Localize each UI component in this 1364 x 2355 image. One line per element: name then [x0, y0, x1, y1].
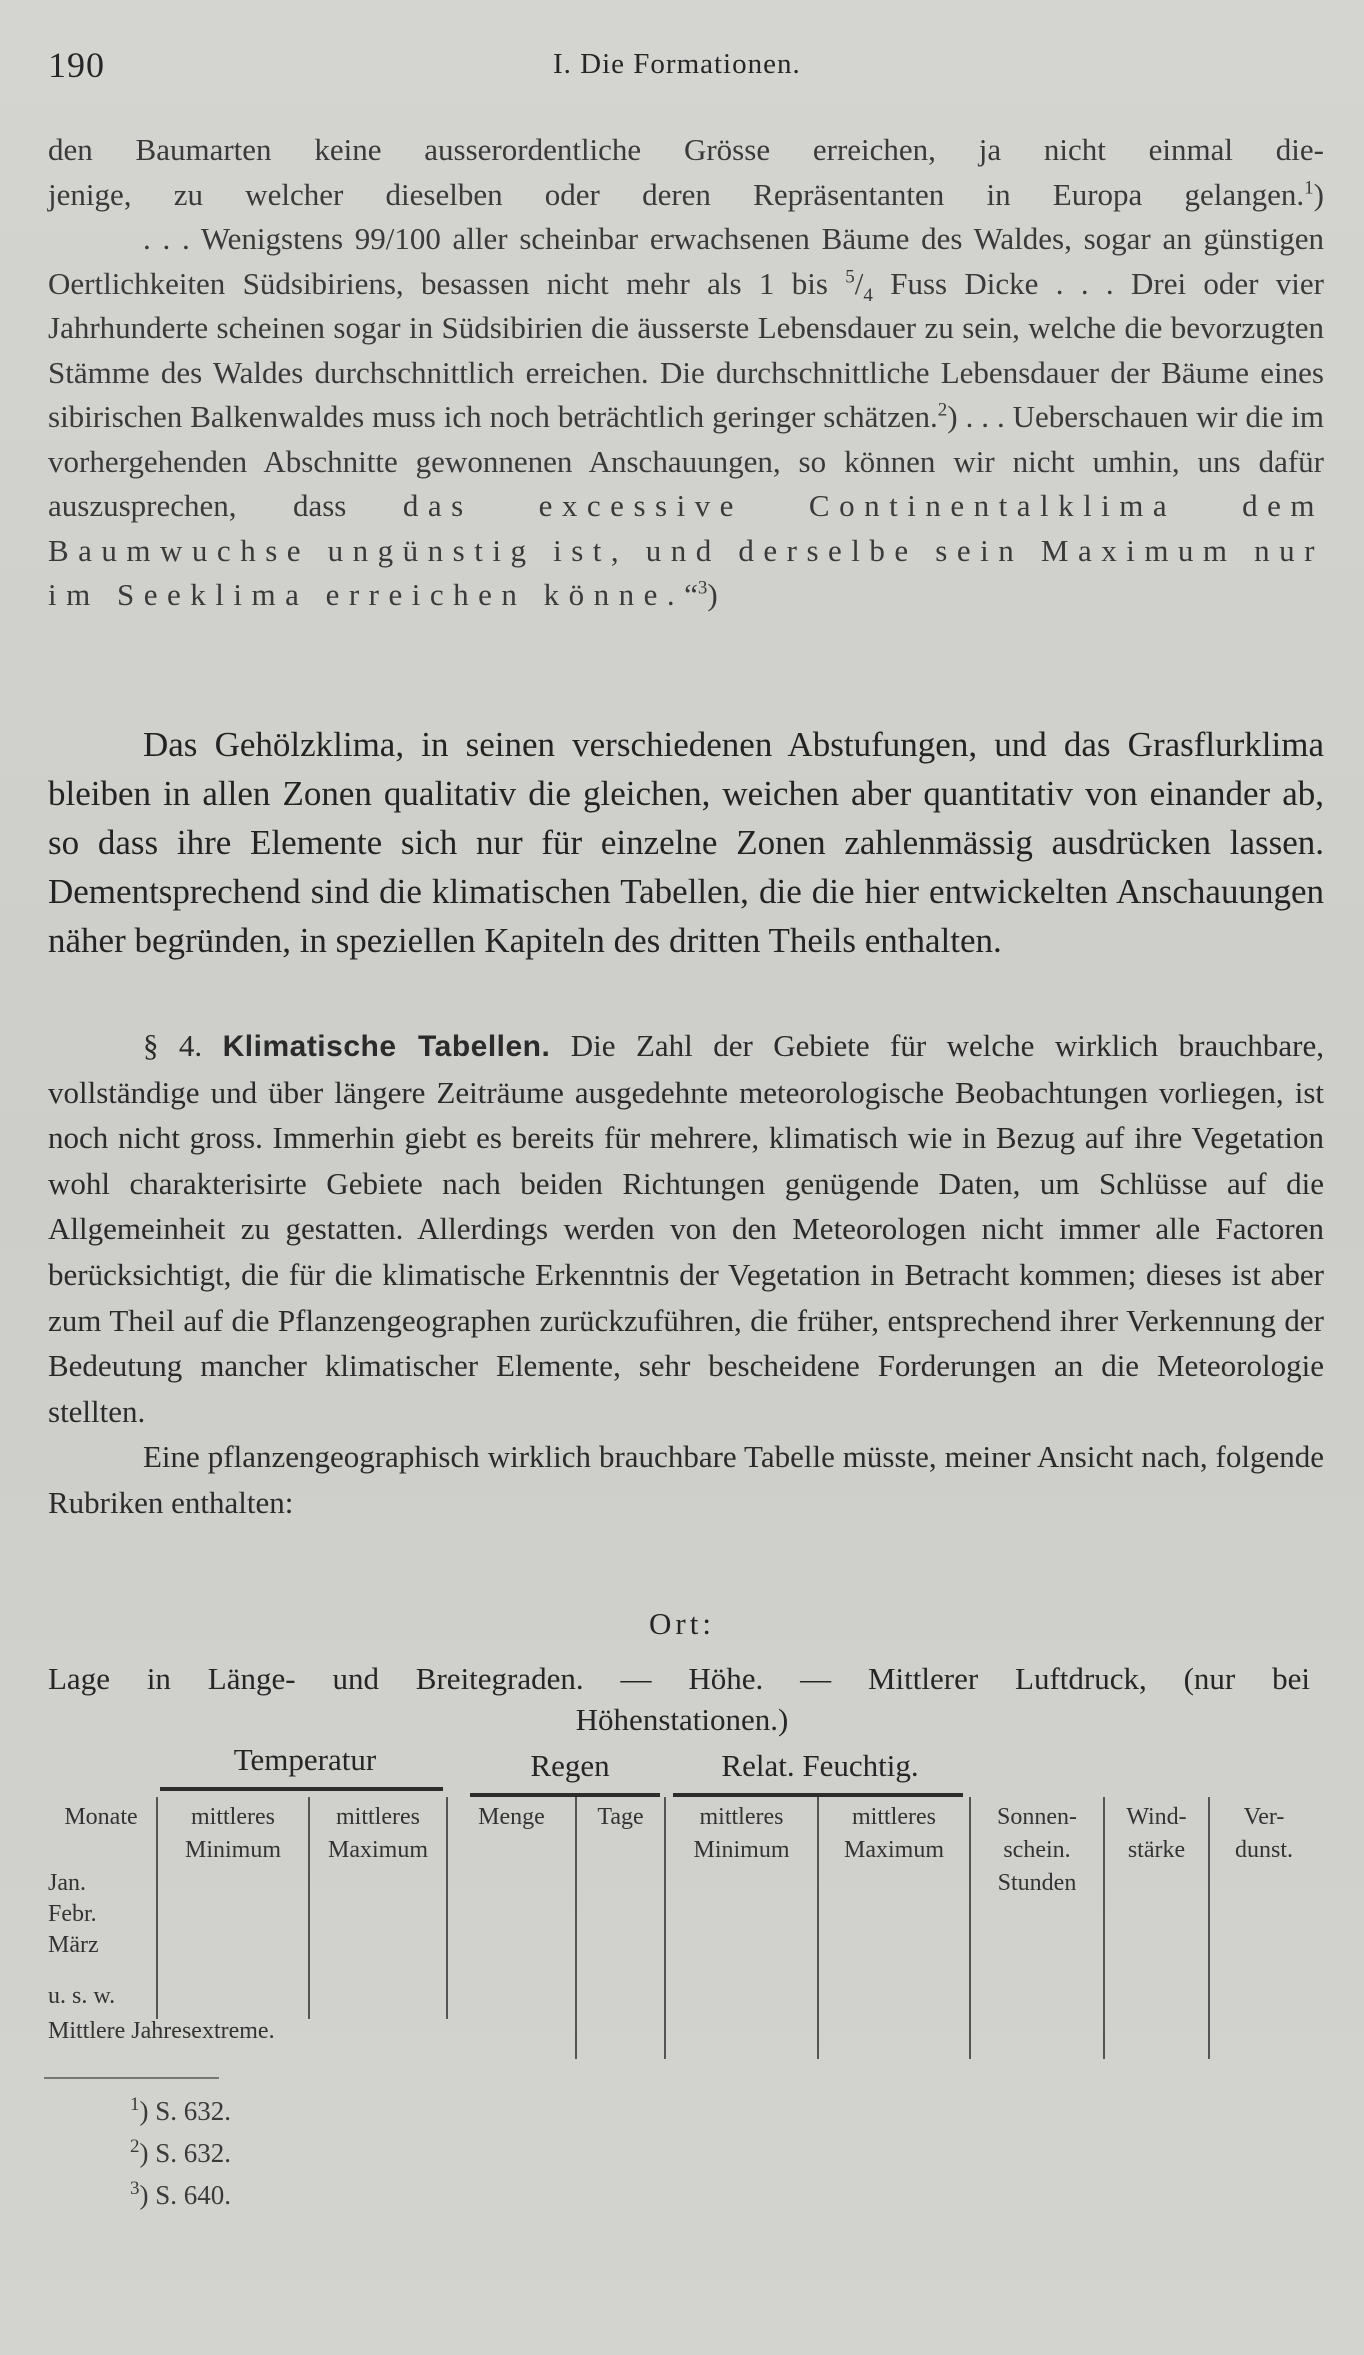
- page-header: [48, 44, 1316, 84]
- footnote-ref-3: 3: [697, 577, 708, 599]
- group-regen: Regen: [530, 1748, 610, 1783]
- footnote-rule: [44, 2077, 219, 2079]
- table-ort-heading: Ort:: [649, 1606, 715, 1641]
- group-temperatur: Temperatur: [233, 1742, 377, 1777]
- spaced-emphasis: das excessive Continentalklima dem Baumwuchse ungünstig ist, und derselbe sein Maximum nur im Seeklima erreichen könne.: [48, 488, 1325, 612]
- col-divider: [575, 1797, 577, 2059]
- section-mark: § 4.: [143, 1028, 203, 1063]
- row-jahresextreme: Mittlere Jahresextreme.: [48, 2018, 275, 2044]
- row-jan: Jan.: [48, 1870, 86, 1896]
- group-feuchtig: Relat. Feuchtig.: [721, 1748, 919, 1783]
- fraction-numerator: 5: [845, 266, 855, 288]
- running-title: I. Die Formationen.: [553, 48, 801, 80]
- main-paragraph: [48, 720, 1324, 965]
- col-menge: Menge: [478, 1804, 545, 1830]
- fraction-denominator: 4: [863, 284, 873, 306]
- col-feu-max: mittleres Maximum: [844, 1804, 944, 1863]
- col-sonnen: Sonnen- schein. Stunden: [997, 1804, 1077, 1896]
- col-monate: Monate: [64, 1804, 138, 1830]
- footnote-ref-2: 2: [937, 399, 948, 421]
- page-number: 190: [48, 45, 105, 85]
- section-text: Die Zahl der Gebiete für welche wirklich brauchbare, vollständige und über längere Zeiträume ausgedehnte meteorologische Beobachtungen vorliegen, ist noch nicht gross. Immerhin giebt es bereits für mehrere, klimatisch wie in Bezug auf ihre Vegetation wohl charakterisirte Gebiete nach beiden Richtungen genügende Daten, um Schlüsse auf die Allgemeinheit zu gestatten. Allerdings werden von den Meteorologen nicht immer alle Factoren berücksichtigt, die für die klimatische Erkenntnis der Vegetation in Betracht kommen; dieses ist aber zum Theil auf die Pflanzengeographen zurückzuführen, die früher, entsprechend ihrer Verkennung der Bedeutung mancher klimatischer Elemente, sehr bescheidene Forderungen an die Meteorologie stellten.: [48, 1028, 1325, 1429]
- row-usw: u. s. w.: [48, 1983, 116, 2009]
- quote-line-1: den Baumarten keine ausserordentliche Grösse erreichen, ja nicht einmal die-: [48, 132, 1324, 167]
- col-temp-max: mittleres Maximum: [328, 1804, 428, 1863]
- footnote-1: $^1$) S. 632.: [130, 2094, 232, 2126]
- table-hoehe-line: Höhenstationen.): [575, 1702, 789, 1737]
- col-tage: Tage: [597, 1804, 644, 1830]
- row-febr: Febr.: [48, 1901, 97, 1927]
- section-title: Klimatische Tabellen.: [222, 1030, 551, 1063]
- row-maerz: März: [48, 1932, 99, 1958]
- col-feu-min: mittleres Minimum: [693, 1804, 790, 1863]
- col-verdunst: Ver- dunst.: [1234, 1804, 1293, 1863]
- section-text-2: Eine pflanzengeographisch wirklich brauchbare Tabelle müsste, meiner Ansicht nach, folgende Rubriken enthalten:: [48, 1439, 1324, 1520]
- quote-line-4: Fuss Dicke . . . Drei oder vier Jahrhunderte scheinen sogar in Südsibirien die äusserste Lebensdauer zu sein, welche die bevorzugten Stämme des Waldes durchschnittlich erreichen. Die durchschnittliche Lebensdauer der Bäume eines sibirischen Balkenwaldes muss ich noch beträchtlich geringer schätzen.: [48, 265, 1324, 434]
- col-wind: Wind- stärke: [1126, 1804, 1187, 1863]
- quote-line-5: . . . Ueberschauen wir die im vorhergehenden Abschnitte gewonnenen Anschauungen, so können wir nicht umhin, uns dafür auszusprechen, dass: [48, 399, 1325, 523]
- brace-temperatur: [160, 1787, 443, 1796]
- climate-table-template: [48, 1797, 1318, 2062]
- footnote-ref-1: 1: [1304, 177, 1314, 199]
- table-lage-line: Lage in Länge- und Breitegraden. — Höhe. — Mittlerer Luftdruck, (nur bei: [48, 1661, 1310, 1696]
- col-temp-min: mittleres Minimum: [184, 1804, 281, 1863]
- quote-line-2: jenige, zu welcher dieselben oder deren Repräsentanten in Europa gelangen.: [48, 176, 1305, 212]
- quote-line-3: . . . Wenigstens 99/100 aller scheinbar erwachsenen Bäume des Waldes, sogar an günstigen Oertlichkeiten Südsibiriens, besassen nicht mehr als 1 bis: [48, 221, 1324, 301]
- footnote-3: $^3$) S. 640.: [130, 2178, 232, 2210]
- quoted-passage: den Baumarten keine ausserordentliche Grösse erreichen, ja nicht einmal die- jenige, zu welcher dieselben oder deren Repräsentanten in Europa gelangen.$^1$) . . . Wenigstens 99/100 aller scheinbar erwachsenen Bäume des Waldes, sogar an günstigen Oertlichkeiten Südsibiriens, besassen nicht mehr als 1 bis $^5/_4$ Fuss Dicke . . . Drei oder vier Jahrhunderte scheinen sogar in Südsibirien die äusserste Lebensdauer zu sein, welche die bevorzugten Stämme des Waldes durchschnittlich erreichen. Die durchschnittliche Lebensdauer der Bäume eines sibirischen Balkenwaldes muss ich noch beträchtlich geringer schätzen.$^2$) . . . Ueberschauen wir die im vorhergehenden Abschnitte gewonnenen Anschauungen, so können wir nicht umhin, uns dafür auszusprechen, dass das excessive Continentalklima dem Baumwuchse ungünstig ist, und derselbe sein Maximum nur im Seeklima erreichen könne.“$^3$): [48, 128, 1324, 618]
- main-paragraph-text: Das Gehölzklima, in seinen verschiedenen Abstufungen, und das Grasflurklima bleiben in allen Zonen qualitativ die gleichen, weichen aber quantitativ von einander ab, so dass ihre Elemente sich nur für einzelne Zonen zahlenmässig ausdrücken lassen. Dementsprechend sind die klimatischen Tabellen, die die hier entwickelten Anschauungen näher begründen, in speziellen Kapiteln des dritten Theils enthalten.: [48, 725, 1324, 960]
- quote-close: “: [684, 577, 698, 612]
- section-4: [48, 1023, 1324, 1526]
- footnote-2: $^2$) S. 632.: [130, 2136, 232, 2168]
